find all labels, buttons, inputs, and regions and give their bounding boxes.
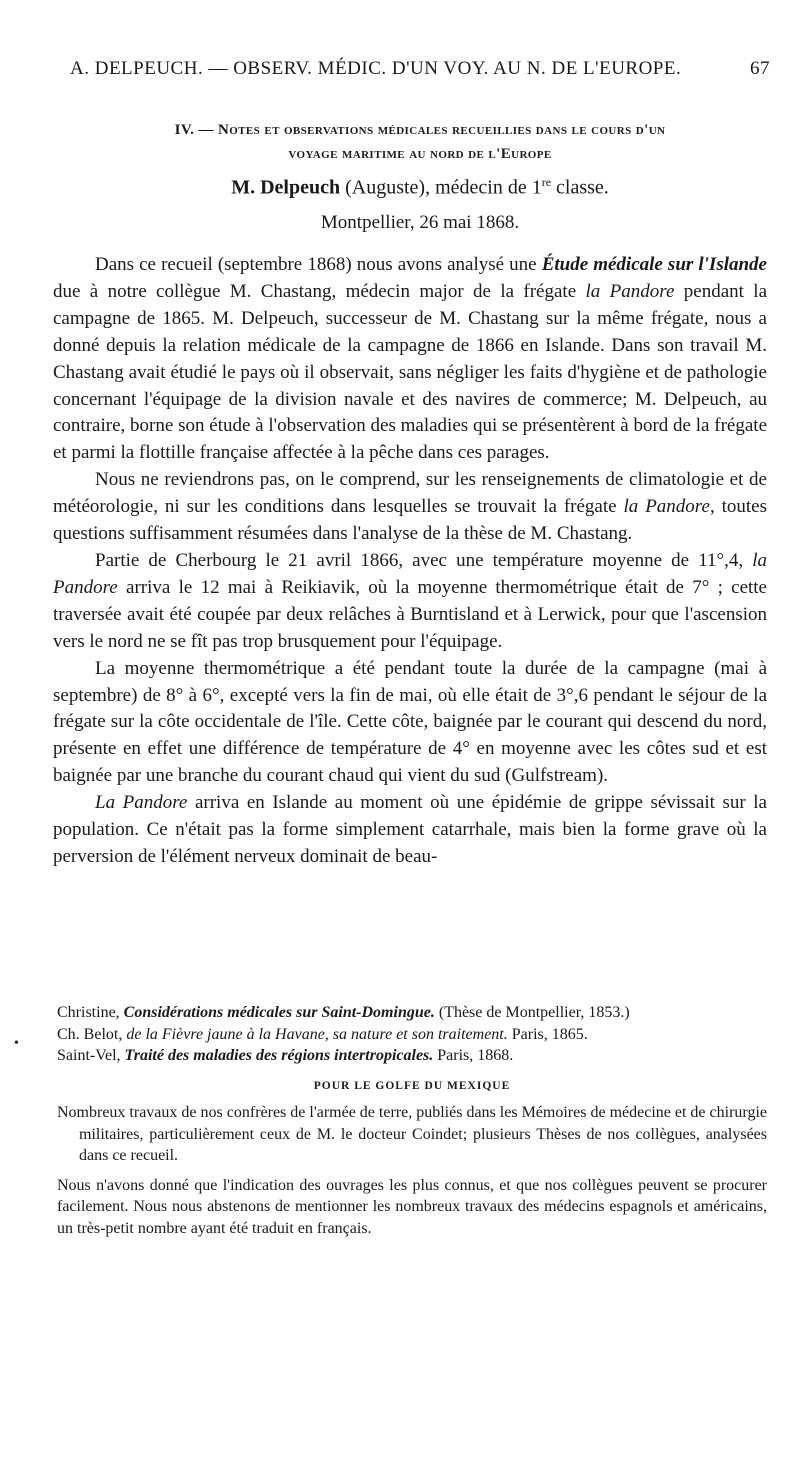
author-name: M. Delpeuch [231, 176, 341, 199]
paragraph-5 [53, 790, 767, 871]
reference-2 [57, 1024, 767, 1046]
ref-author: Christine, [57, 1004, 124, 1021]
ref-author: Saint-Vel, [57, 1047, 125, 1064]
article-body [53, 252, 767, 871]
text-run: arriva le 12 mai à Reikiavik, où la moyenne thermométrique était de 7° ; cette traversée avait été coupée par deux relâches à Burntisland et à Lerwick, pour que l'ascension vers le nord ne se fît pas trop brusquement pour l'équipage. [53, 576, 767, 652]
ref-title: Traité des maladies des régions intertropicales. [124, 1047, 434, 1064]
text-run: Partie de Cherbourg le 21 avril 1866, avec une température moyenne de 11°,4, [95, 549, 753, 571]
text-run: Dans ce recueil (septembre 1868) nous avons analysé une [95, 254, 542, 275]
ref-details: (Thèse de Montpellier, 1853.) [434, 1004, 630, 1021]
notes-paragraph-2: Nous n'avons donné que l'indication des ouvrages les plus connus, et que nos collègues peuvent se procurer facilement. Nous nous abstenons de mentionner les nombreux travaux des médecins espagnols et américains, un très-petit nombre ayant été traduit en français. [57, 1176, 767, 1237]
running-head [70, 58, 770, 80]
text-run: arriva en Islande au moment où une épidémie de grippe sévissait sur la population. Ce n'était pas la forme simplement catarrhale, mais bien la forme grave où la perversion de l'élément nerveux dominait de beau- [53, 792, 767, 867]
author-byline [80, 175, 760, 200]
section-heading-line-1: IV. — Notes et observations médicales recueillies dans le cours d'un [174, 122, 666, 138]
text-run: pendant la campagne de 1865. M. Delpeuch, successeur de M. Chastang sur la même frégate, nous a donné depuis la relation médicale de la campagne de 1866 en Islande. Dans son travail M. Chastang avait étudié le pays où il observait, sans négliger les faits d'hygiène et de pathologie concernant l'équipage de la division navale et des navires de commerce; M. Delpeuch, au contraire, borne son étude à l'observation des maladies qui se présentèrent à bord de la frégate et parmi la flottille française affectée à la pêche dans ces parages. [53, 280, 768, 464]
ship-name: La Pandore [95, 792, 188, 814]
reference-1 [57, 1002, 767, 1024]
text-run: due à notre collègue M. Chastang, médecin major de la frégate [53, 280, 586, 302]
notes-paragraph-1: Nombreux travaux de nos confrères de l'armée de terre, publiés dans les Mémoires de médecine et de chirurgie militaires, particulièrement ceux de M. le docteur Coindet; plusieurs Thèses de nos collègues, analysées dans ce recueil. [57, 1104, 767, 1164]
paragraph-4: La moyenne thermométrique a été pendant toute la durée de la campagne (mai à septembre) de 8° à 6°, excepté vers la fin de mai, où elle était de 3°,6 pendant le séjour de la frégate sur la côte occidentale de l'île. Cette côte, baignée par le courant qui descend du nord, présente en effet une différence de température de 4° en moyenne avec les côtes sud et est baignée par une branche du courant chaud qui vient du sud (Gulfstream). [53, 657, 767, 787]
notes-subheading: POUR LE GOLFE DU MEXIQUE [313, 1079, 511, 1092]
ref-details: Paris, 1868. [433, 1047, 514, 1064]
text-run: Nous ne reviendrons pas, on le comprend, sur les renseignements de climatologie et de météorologie, ni sur les conditions dans lesquelles se trouvait la frégate [53, 469, 767, 518]
reference-3 [57, 1045, 767, 1067]
bibliography-notes [57, 1002, 767, 1239]
running-head-title: A. DELPEUCH. — OBSERV. MÉDIC. D'UN VOY. AU N. DE L'EUROPE. [70, 58, 682, 79]
paragraph-2 [53, 467, 767, 548]
text-run: , toutes questions suffisamment résumées dans l'analyse de la thèse de M. Chastang. [53, 496, 767, 545]
ref-title: de la Fièvre jaune à la Havane, sa nature et son traitement. [126, 1025, 508, 1043]
dateline: Montpellier, 26 mai 1868. [320, 212, 520, 233]
italic-title: Étude médicale sur l'Islande [541, 254, 767, 275]
author-details: (Auguste), médecin de 1 [345, 176, 542, 199]
ordinal-superscript: re [541, 175, 552, 189]
paragraph-1 [53, 252, 767, 467]
section-heading-line-2: voyage maritime au nord de l'Europe [288, 146, 552, 162]
ref-author: Ch. Belot, [57, 1025, 127, 1043]
paragraph-3 [53, 548, 767, 656]
ref-title: Considérations médicales sur Saint-Domingue. [123, 1004, 435, 1021]
ship-name: la Pandore [585, 280, 675, 302]
ref-details: Paris, 1865. [507, 1025, 588, 1043]
ship-name: la Pandore [623, 496, 710, 518]
author-class: classe. [556, 176, 609, 199]
page-number: 67 [750, 58, 770, 79]
spacer [57, 1167, 767, 1175]
section-heading [80, 118, 760, 166]
ship-name: la Pandore [53, 549, 767, 598]
margin-bullet: • [14, 1036, 19, 1051]
